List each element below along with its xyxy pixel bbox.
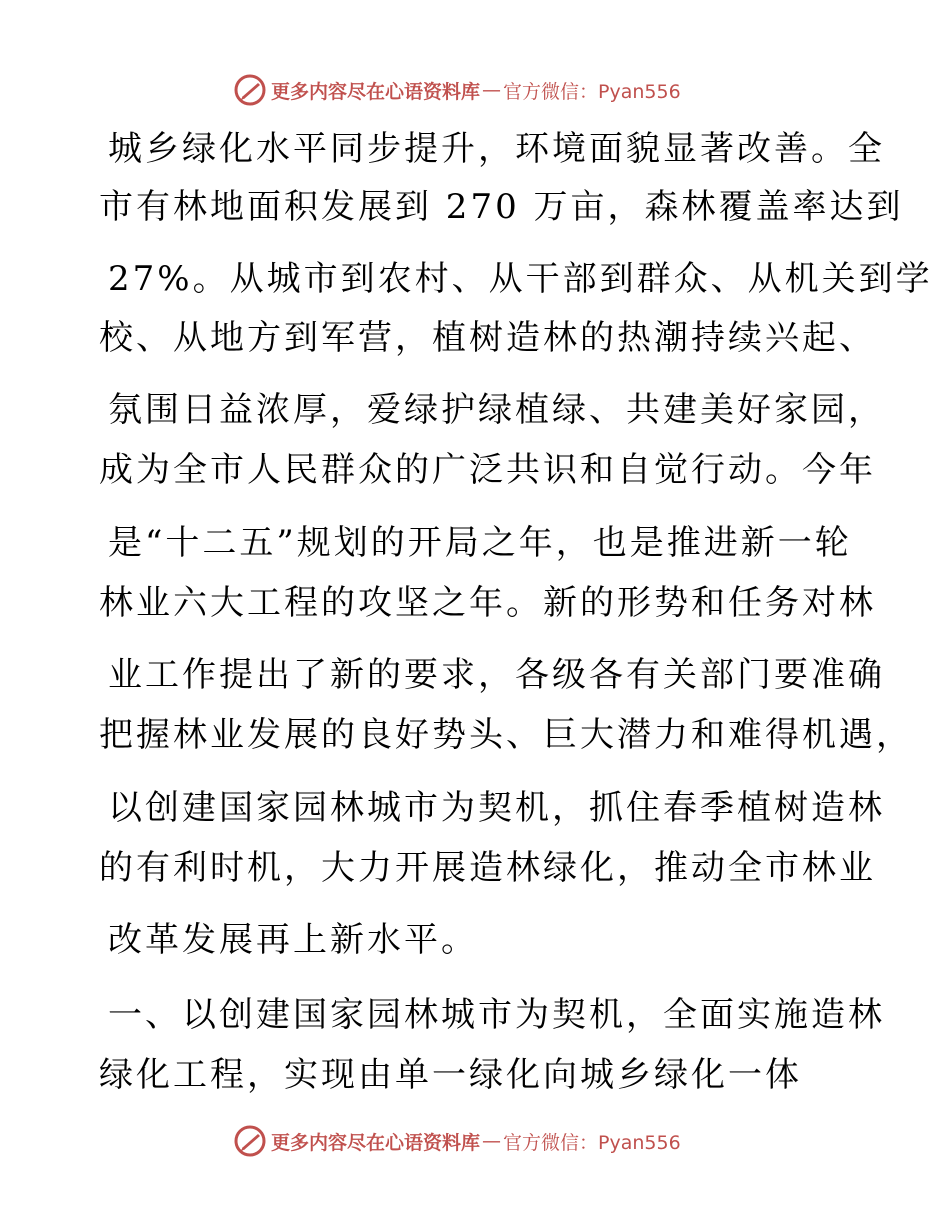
body-line: 氛围日益浓厚，爱绿护绿植绿、共建美好家园， (108, 390, 885, 430)
body-line: 业工作提出了新的要求，各级各有关部门要准确 (108, 655, 885, 695)
body-line: 林业六大工程的攻坚之年。新的形势和任务对林 (99, 583, 876, 623)
body-line: 校、从地方到军营，植树造林的热潮持续兴起、 (99, 318, 876, 358)
footer-watermark (233, 1123, 681, 1159)
body-line: 市有林地面积发展到 270 万亩，森林覆盖率达到 (99, 187, 904, 227)
logo-icon (233, 1124, 267, 1158)
body-line: 27%。从城市到农村、从干部到群众、从机关到学 (108, 259, 933, 299)
body-line: 是“十二五”规划的开局之年，也是推进新一轮 (108, 523, 852, 563)
watermark-dash: — (482, 1130, 502, 1152)
logo-icon (233, 73, 267, 107)
section-heading: 绿化工程，实现由单一绿化向城乡绿化一体 (99, 1055, 802, 1095)
watermark-main-text: 更多内容尽在心语资料库 (271, 1131, 481, 1154)
watermark-dash: — (482, 79, 502, 101)
body-line: 把握林业发展的良好势头、巨大潜力和难得机遇， (99, 715, 913, 755)
body-line: 成为全市人民群众的广泛共识和自觉行动。今年 (99, 450, 876, 490)
watermark-wechat-text: 官方微信：Pyan556 (503, 1131, 681, 1154)
body-line: 的有利时机，大力开展造林绿化，推动全市林业 (99, 848, 876, 888)
body-line: 以创建国家园林城市为契机，抓住春季植树造林 (108, 788, 885, 828)
body-line: 改革发展再上新水平。 (108, 920, 478, 960)
watermark-wechat-text: 官方微信：Pyan556 (503, 80, 681, 103)
header-watermark (233, 72, 681, 108)
body-line: 城乡绿化水平同步提升，环境面貌显著改善。全 (108, 129, 885, 169)
watermark-main-text: 更多内容尽在心语资料库 (271, 80, 481, 103)
section-heading: 一、以创建国家园林城市为契机，全面实施造林 (108, 995, 885, 1035)
